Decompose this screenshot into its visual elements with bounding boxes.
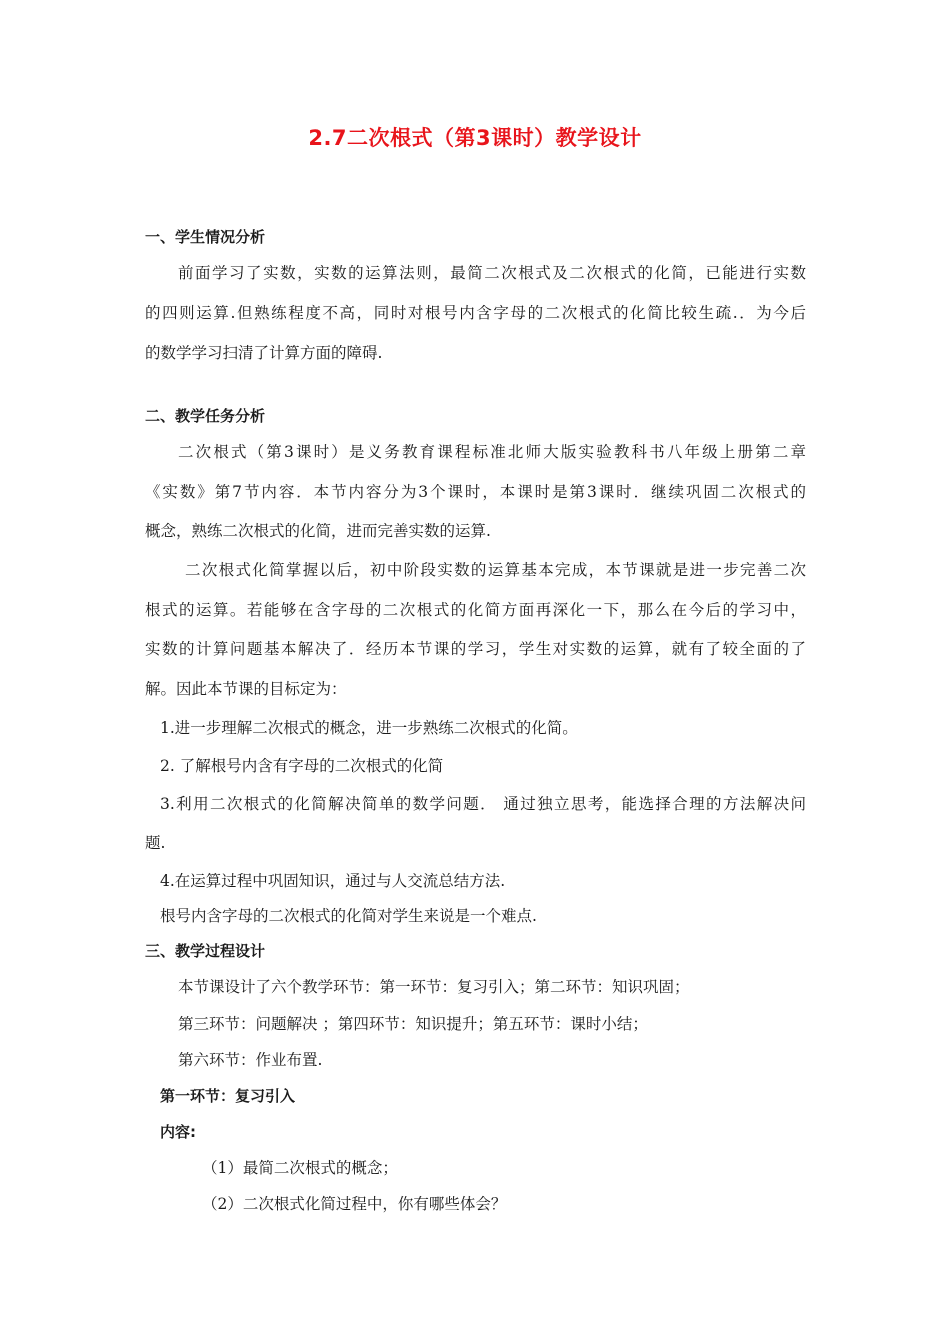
paragraph-line: 第三环节：问题解决 ；第四环节：知识提升；第五环节：课时小结； — [178, 1015, 648, 1033]
goal-item: 2. 了解根号内含有字母的二次根式的化简 — [160, 757, 444, 775]
paragraph-line: 前面学习了实数，实数的运算法则，最简二次根式及二次根式的化简，已能进行实数 — [178, 264, 806, 282]
document-title: 2.7二次根式（第3课时）教学设计 — [308, 126, 642, 150]
section-heading-process-design: 三、教学过程设计 — [145, 942, 266, 960]
difficulty-note: 根号内含字母的二次根式的化简对学生来说是一个难点. — [160, 907, 537, 925]
goal-item: 1.进一步理解二次根式的概念，进一步熟练二次根式的化简。 — [160, 719, 578, 737]
paragraph-line: 的数学学习扫清了计算方面的障碍. — [145, 344, 383, 362]
stage1-heading: 第一环节：复习引入 — [160, 1087, 296, 1105]
paragraph-line: 解。因此本节课的目标定为： — [145, 680, 347, 698]
goal-item-continuation: 题. — [145, 834, 166, 852]
paragraph-line: 的四则运算.但熟练程度不高，同时对根号内含字母的二次根式的化简比较生疏.．为今后 — [145, 304, 806, 322]
goal-item: 4.在运算过程中巩固知识，通过与人交流总结方法. — [160, 872, 506, 890]
paragraph-line: 根式的运算。若能够在含字母的二次根式的化简方面再深化一下，那么在今后的学习中， — [145, 601, 806, 619]
content-item: （1）最简二次根式的概念； — [202, 1159, 398, 1177]
paragraph-line: 本节课设计了六个教学环节：第一环节：复习引入；第二环节：知识巩固； — [178, 978, 690, 996]
goal-item: 3.利用二次根式的化简解决简单的数学问题． 通过独立思考，能选择合理的方法解决问 — [160, 795, 806, 813]
section-heading-student-analysis: 一、学生情况分析 — [145, 228, 266, 246]
content-label: 内容: — [160, 1123, 196, 1141]
paragraph-line: 概念，熟练二次根式的化简，进而完善实数的运算. — [145, 522, 491, 540]
content-item: （2）二次根式化简过程中，你有哪些体会？ — [202, 1195, 507, 1213]
paragraph-line: 第六环节：作业布置. — [178, 1051, 323, 1069]
section-heading-task-analysis: 二、教学任务分析 — [145, 407, 266, 425]
paragraph-line: 二次根式（第3课时）是义务教育课程标准北师大版实验教科书八年级上册第二章 — [178, 443, 806, 461]
paragraph-line: 二次根式化简掌握以后，初中阶段实数的运算基本完成，本节课就是进一步完善二次 — [185, 561, 806, 579]
paragraph-line: 实数的计算问题基本解决了．经历本节课的学习，学生对实数的运算，就有了较全面的了 — [145, 640, 806, 658]
paragraph-line: 《实数》第7节内容．本节内容分为3个课时，本课时是第3课时．继续巩固二次根式的 — [145, 483, 806, 501]
